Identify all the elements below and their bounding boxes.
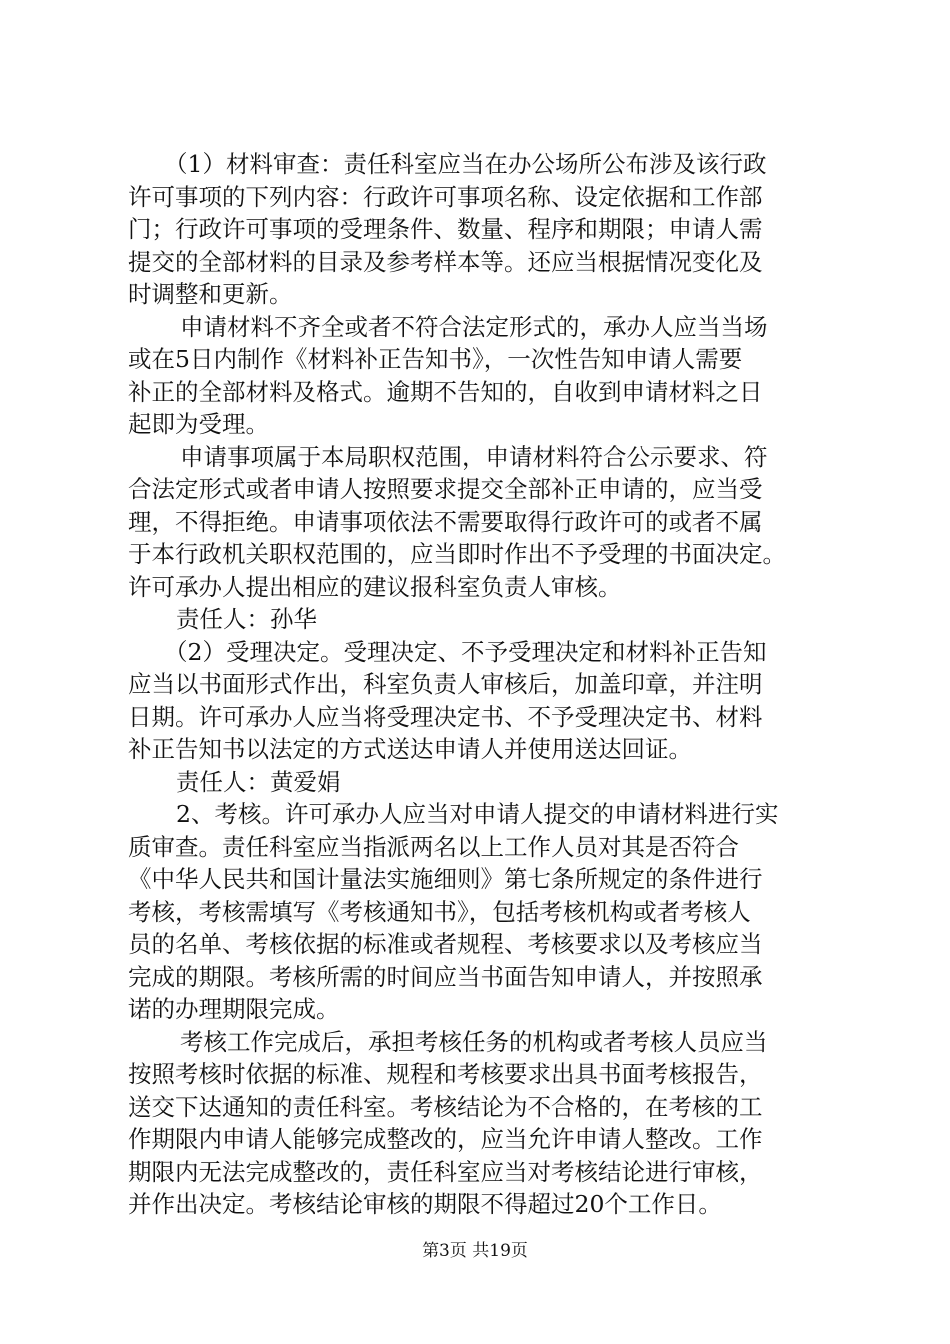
paragraph-line: 完成的期限。考核所需的时间应当书面告知申请人，并按照承 [128, 962, 763, 991]
paragraph-line: 补正的全部材料及格式。逾期不告知的，自收到申请材料之日 [128, 377, 763, 406]
paragraph-line: 质审查。责任科室应当指派两名以上工作人员对其是否符合 [128, 832, 739, 861]
paragraph-line: 期限内无法完成整改的，责任科室应当对考核结论进行审核， [128, 1157, 763, 1186]
paragraph-line: 诺的办理期限完成。 [128, 995, 340, 1023]
responsible-person-line: 责任人：黄爱娟 [176, 767, 341, 796]
paragraph-line: 许可事项的下列内容：行政许可事项名称、设定依据和工作部 [128, 182, 763, 211]
paragraph-line: 起即为受理。 [128, 410, 269, 438]
paragraph-line: 员的名单、考核依据的标准或者规程、考核要求以及考核应当 [128, 930, 763, 958]
paragraph-line: 应当以书面形式作出，科室负责人审核后，加盖印章，并注明 [128, 670, 763, 698]
paragraph-line: 《中华人民共和国计量法实施细则》第七条所规定的条件进行 [128, 865, 763, 893]
paragraph-line: 于本行政机关职权范围的，应当即时作出不予受理的书面决定。 [128, 540, 786, 568]
paragraph-line: 申请材料不齐全或者不符合法定形式的，承办人应当当场 [180, 312, 768, 341]
paragraph-line: 考核，考核需填写《考核通知书》，包括考核机构或者考核人 [128, 897, 751, 926]
paragraph-line: 合法定形式或者申请人按照要求提交全部补正申请的，应当受 [128, 475, 763, 503]
paragraph-line: 时调整和更新。 [128, 280, 293, 308]
paragraph-line: 提交的全部材料的目录及参考样本等。还应当根据情况变化及 [128, 247, 763, 276]
paragraph-line: （1）材料审查：责任科室应当在办公场所公布涉及该行政 [164, 150, 767, 178]
section-heading-line: 2、考核。许可承办人应当对申请人提交的申请材料进行实 [176, 800, 779, 828]
document-body [128, 148, 834, 1221]
paragraph-line: 作期限内申请人能够完成整改的，应当允许申请人整改。工作 [128, 1125, 763, 1153]
paragraph-line: 补正告知书以法定的方式送达申请人并使用送达回证。 [128, 735, 692, 763]
page-number-footer: 第3页 共19页 [422, 1241, 528, 1261]
paragraph-line: （2）受理决定。受理决定、不予受理决定和材料补正告知 [164, 637, 767, 666]
paragraph-line: 并作出决定。考核结论审核的期限不得超过20个工作日。 [128, 1190, 722, 1218]
paragraph-line: 考核工作完成后，承担考核任务的机构或者考核人员应当 [180, 1027, 768, 1056]
responsible-person-line: 责任人：孙华 [176, 605, 317, 633]
paragraph-line: 理，不得拒绝。申请事项依法不需要取得行政许可的或者不属 [128, 507, 763, 536]
paragraph-line: 许可承办人提出相应的建议报科室负责人审核。 [128, 572, 622, 601]
paragraph-line: 送交下达通知的责任科室。考核结论为不合格的，在考核的工 [128, 1092, 763, 1121]
paragraph-line: 申请事项属于本局职权范围，申请材料符合公示要求、符 [180, 442, 768, 471]
paragraph-line: 门；行政许可事项的受理条件、数量、程序和期限；申请人需 [128, 215, 763, 243]
paragraph-line: 日期。许可承办人应当将受理决定书、不予受理决定书、材料 [128, 702, 763, 731]
paragraph-line: 按照考核时依据的标准、规程和考核要求出具书面考核报告， [128, 1060, 763, 1088]
paragraph-line: 或在5日内制作《材料补正告知书》，一次性告知申请人需要 [128, 345, 743, 373]
